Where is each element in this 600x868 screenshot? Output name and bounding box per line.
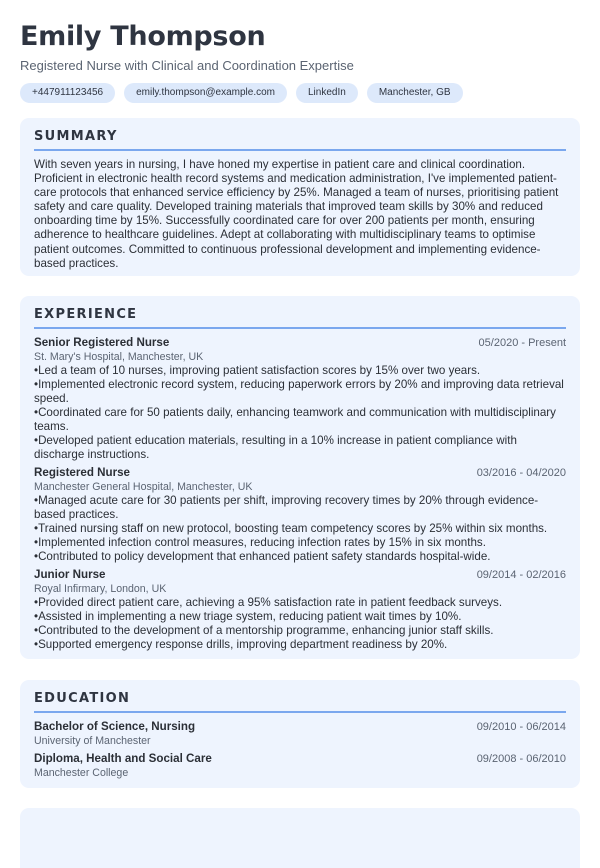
job-organization: Manchester General Hospital, Manchester, UK bbox=[34, 481, 253, 493]
job-dates: 05/2020 - Present bbox=[478, 337, 566, 349]
bullet-item: • Developed patient education materials, resulting in a 10% increase in patient compliance with discharge instructions. bbox=[34, 434, 566, 462]
education-entry bbox=[34, 720, 566, 748]
job-organization: Royal Infirmary, London, UK bbox=[34, 583, 167, 595]
job-dates: 09/2014 - 02/2016 bbox=[476, 569, 566, 581]
section-title: EDUCATION bbox=[34, 691, 131, 706]
experience-entry bbox=[34, 336, 566, 462]
job-organization: St. Mary's Hospital, Manchester, UK bbox=[34, 351, 204, 363]
bullet-item: • Implemented infection control measures, reducing infection rates by 15% in six months. bbox=[34, 536, 566, 550]
degree-title: Bachelor of Science, Nursing bbox=[34, 720, 196, 733]
bullet-item: • Assisted in implementing a new triage system, reducing patient wait times by 10%. bbox=[34, 610, 566, 624]
education-section bbox=[20, 680, 580, 788]
bullet-item: • Led a team of 10 nurses, improving patient satisfaction scores by 15% over two years. bbox=[34, 364, 566, 378]
summary-text: With seven years in nursing, I have honed my expertise in patient care and clinical coordination. Proficient in electronic health record systems and medication administration, I've implemented patient-care protocols that enhanced service efficiency by 25%. Managed a team of nurses, prioritising patient safety and care quality. Developed training materials that improved team skills by 30% and reduced onboarding time by 15%. Successfully coordinated care for over 200 patients per month, ensuring adherence to healthcare guidelines. Adept at collaborating with multidisciplinary teams to optimise patient outcomes. Committed to continuous professional development and implementing evidence-based practices. bbox=[34, 158, 559, 270]
job-title: Junior Nurse bbox=[34, 568, 106, 581]
next-section-card bbox=[20, 808, 580, 868]
experience-section bbox=[20, 296, 580, 659]
school-name: University of Manchester bbox=[34, 735, 151, 747]
job-bullets bbox=[34, 494, 566, 564]
bullet-item: • Coordinated care for 50 patients daily, enhancing teamwork and communication with multidisciplinary teams. bbox=[34, 406, 566, 434]
bullet-item: • Supported emergency response drills, improving department readiness by 20%. bbox=[34, 638, 566, 652]
education-dates: 09/2008 - 06/2010 bbox=[476, 753, 566, 765]
resume-header bbox=[20, 20, 580, 103]
job-dates: 03/2016 - 04/2020 bbox=[476, 467, 566, 479]
education-entry bbox=[34, 752, 566, 780]
education-dates: 09/2010 - 06/2014 bbox=[476, 721, 566, 733]
phone-chip[interactable]: +447911123456 bbox=[20, 83, 115, 103]
experience-entry bbox=[34, 568, 566, 652]
bullet-item: • Managed acute care for 30 patients per shift, improving recovery times by 20% through evidence-based practices. bbox=[34, 494, 566, 522]
summary-section bbox=[20, 118, 580, 276]
school-name: Manchester College bbox=[34, 767, 129, 779]
linkedin-chip[interactable]: LinkedIn bbox=[296, 83, 358, 103]
section-divider bbox=[34, 327, 566, 329]
bullet-item: • Provided direct patient care, achieving a 95% satisfaction rate in patient feedback surveys. bbox=[34, 596, 566, 610]
section-title: EXPERIENCE bbox=[34, 307, 138, 322]
contact-chips bbox=[20, 83, 580, 103]
job-title: Senior Registered Nurse bbox=[34, 336, 170, 349]
job-title: Registered Nurse bbox=[34, 466, 131, 479]
section-title: SUMMARY bbox=[34, 129, 118, 144]
location-chip: Manchester, GB bbox=[367, 83, 463, 103]
experience-entry bbox=[34, 466, 566, 564]
section-divider bbox=[34, 149, 566, 151]
job-bullets bbox=[34, 364, 566, 462]
bullet-item: • Contributed to the development of a mentorship programme, enhancing junior staff skills. bbox=[34, 624, 566, 638]
bullet-item: • Contributed to policy development that enhanced patient safety standards hospital-wide. bbox=[34, 550, 566, 564]
section-divider bbox=[34, 711, 566, 713]
bullet-item: • Implemented electronic record system, reducing paperwork errors by 20% and improving data retrieval speed. bbox=[34, 378, 566, 406]
job-bullets bbox=[34, 596, 566, 652]
degree-title: Diploma, Health and Social Care bbox=[34, 752, 212, 765]
bullet-item: • Trained nursing staff on new protocol, boosting team competency scores by 25% within six months. bbox=[34, 522, 566, 536]
candidate-name: Emily Thompson bbox=[20, 21, 266, 52]
candidate-headline: Registered Nurse with Clinical and Coordination Expertise bbox=[20, 58, 354, 73]
email-chip[interactable]: emily.thompson@example.com bbox=[124, 83, 287, 103]
